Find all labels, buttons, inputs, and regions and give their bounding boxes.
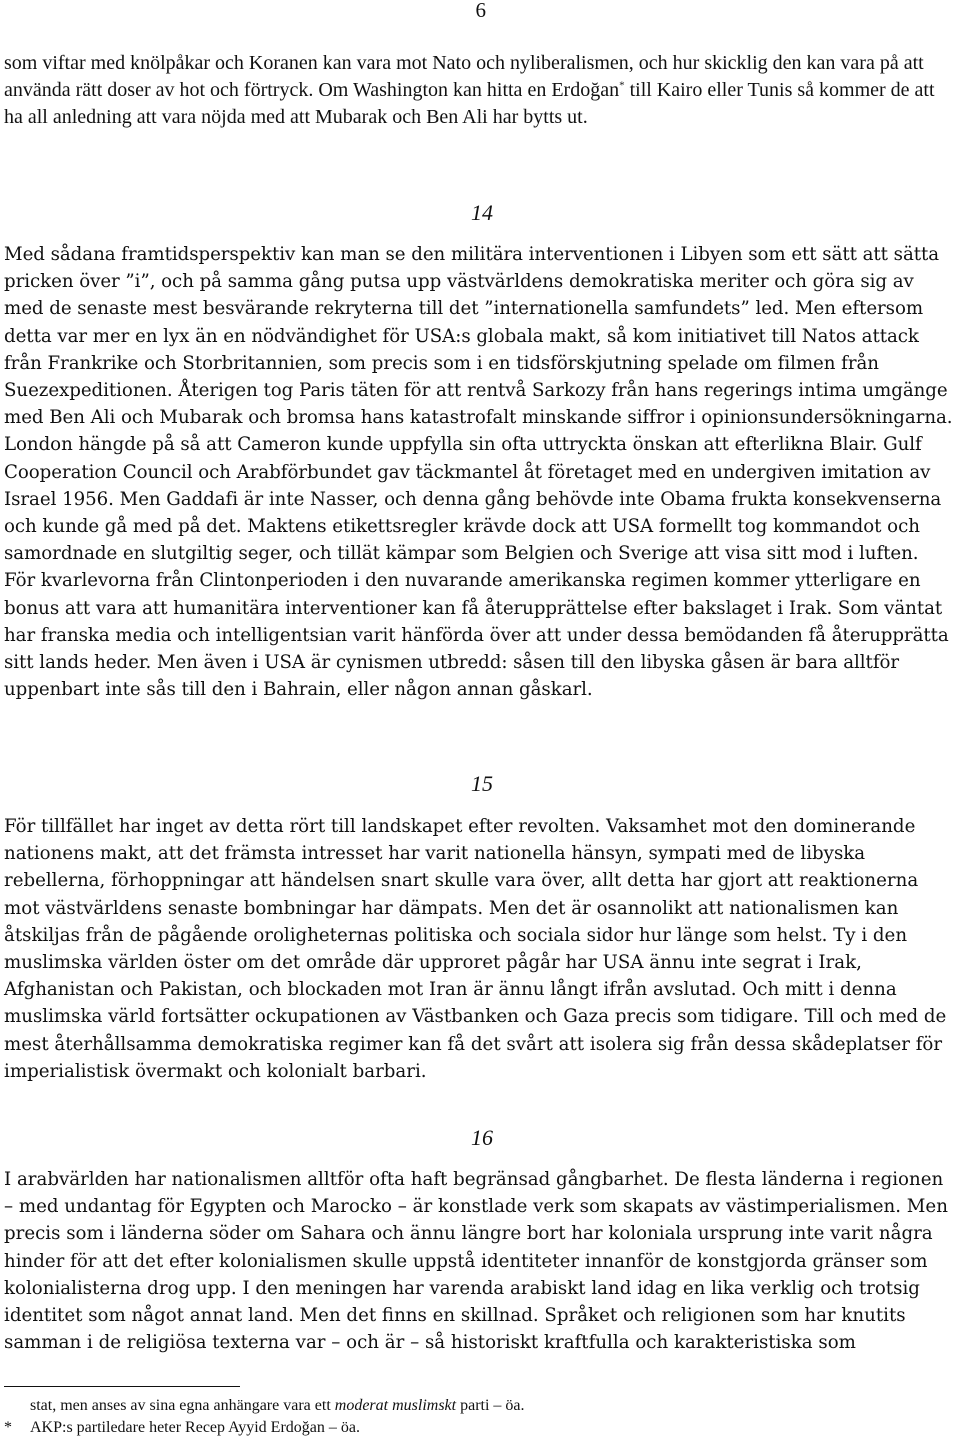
paragraph-intro bbox=[4, 50, 954, 132]
footnote-text: AKP:s partiledare heter Recep Ayyid Erdoğan – öa. bbox=[30, 1419, 360, 1436]
section-body-15: För tillfället har inget av detta rört till landskapet efter revolten. Vaksamhet mot den dominerande nationens makt, att det främsta intresset har varit nationella hänsyn, sympati med de libyska rebellerna, förhoppningar att händelsen snart skulle vara över, allt detta har gjort att reaktionerna mot västvärldens senaste bombningar har dämpats. Men det är osannolikt att nationalismen kan åtskiljas från de pågående oroligheternas politiska och sociala sidor hur länge som helst. Ty i den muslimska världen öster om det område där upproret pågår har USA ännu inte segrat i Irak, Afghanistan och Pakistan, och blockaden mot Iran är ännu långt ifrån avslutad. Och mitt i denna muslimska värld fortsätter ockupationen av Västbanken och Gaza precis som tidigare. Till och med de mest återhållsamma demokratiska regimer kan få det svårt att isolera sig från dessa skådeplatser för imperialistisk övermakt och kolonialt barbari. bbox=[4, 816, 947, 1082]
paragraph-intro-text-a: som viftar med knölpåkar och Koranen kan vara mot Nato och nyliberalismen, och hur skicklig den kan vara på att använda rätt doser av hot och förtryck. Om Washington kan hitta en Erdoğan bbox=[4, 52, 924, 102]
footnote-separator bbox=[4, 1386, 240, 1387]
section-heading-16: 16 bbox=[471, 1125, 493, 1150]
section-body-16: I arabvärlden har nationalismen alltför ofta haft begränsad gångbarhet. De flesta länderna i regionen – med undantag för Egypten och Marocko – är konstlade verk som skapats av västimperialismen. Men precis som i länderna söder om Sahara och ännu längre bort har koloniala ursprung inte varit några hinder för att det efter kolonialismen skulle uppstå identiteter innanför de konstgjorda gränser som kolonialisterna drog upp. I den meningen har varenda arabiskt land idag en lika verklig och trotsig identitet som något annat land. Men det finns en skillnad. Språket och religionen som har knutits samman i de religiösa texterna var – och är – så historiskt kraftfulla och karakteristiska som bbox=[4, 1169, 948, 1354]
section-heading-14: 14 bbox=[471, 200, 493, 225]
section-body-14: Med sådana framtidsperspektiv kan man se den militära interventionen i Libyen som ett sätt att sätta pricken över ”i”, och på samma gång putsa upp västvärldens demokratiska meriter och göra sig av med de senaste mest besvärande rekryterna till det ”internationella samfundets” led. Men eftersom detta var mer en lyx än en nödvändighet för USA:s globala makt, så kom initiativet till Natos attack från Frankrike och Storbritannien, som precis som i en tidsförskjutning spelade om filmen från Suezexpeditionen. Återigen tog Paris täten för att rentvå Sarkozy från hans regerings intima umgänge med Ben Ali och Mubarak och bromsa hans katastrofalt minskande siffror i opinionsundersökningarna. London hängde på så att Cameron kunde uppfylla sin ofta uttryckta önskan att efterlikna Blair. Gulf Cooperation Council och Arabförbundet gav täckmantel åt företaget med en undergiven imitation av Israel 1956. Men Gaddafi är inte Nasser, och denna gång behövde inte Obama frukta konsekvenserna och kunde gå med på det. Maktens etikettsregler krävde dock att USA formellt tog kommandot och samordnade en slutgiltig seger, och tillät kämpar som Belgien och Sverige att visa sitt mod i luften. För kvarlevorna från Clintonperioden i den nuvarande amerikanska regimen kommer ytterligare en bonus att vara att humanitära interventioner kan få återupprättelse efter bakslaget i Irak. Som väntat har franska media och intelligentsian varit hänförda över att under dessa bemödanden få återupprätta sitt lands heder. Men även i USA är cynismen utbredd: såsen till den libyska gåsen är bara alltför uppenbart inte sås till den i Bahrain, eller någon annan gåskarl. bbox=[4, 244, 953, 701]
footnote-text-b: parti – öa. bbox=[456, 1397, 525, 1414]
footnote-reference-marker[interactable]: * bbox=[619, 79, 625, 92]
footnote-continuation bbox=[4, 1396, 944, 1416]
page-number: 6 bbox=[475, 0, 486, 22]
footnote-emphasis: moderat muslimskt bbox=[334, 1397, 457, 1414]
footnote-text-a: stat, men anses av sina egna anhängare vara ett bbox=[30, 1397, 335, 1414]
footnote-erdogan bbox=[4, 1418, 944, 1438]
paragraph-intro-text-b: till Kairo eller Tunis så kommer de att ha all anledning att vara nöjda med att Mubarak och Ben Ali har bytts ut. bbox=[4, 79, 935, 129]
section-heading-15: 15 bbox=[471, 771, 493, 796]
footnote-marker: * bbox=[4, 1419, 12, 1436]
